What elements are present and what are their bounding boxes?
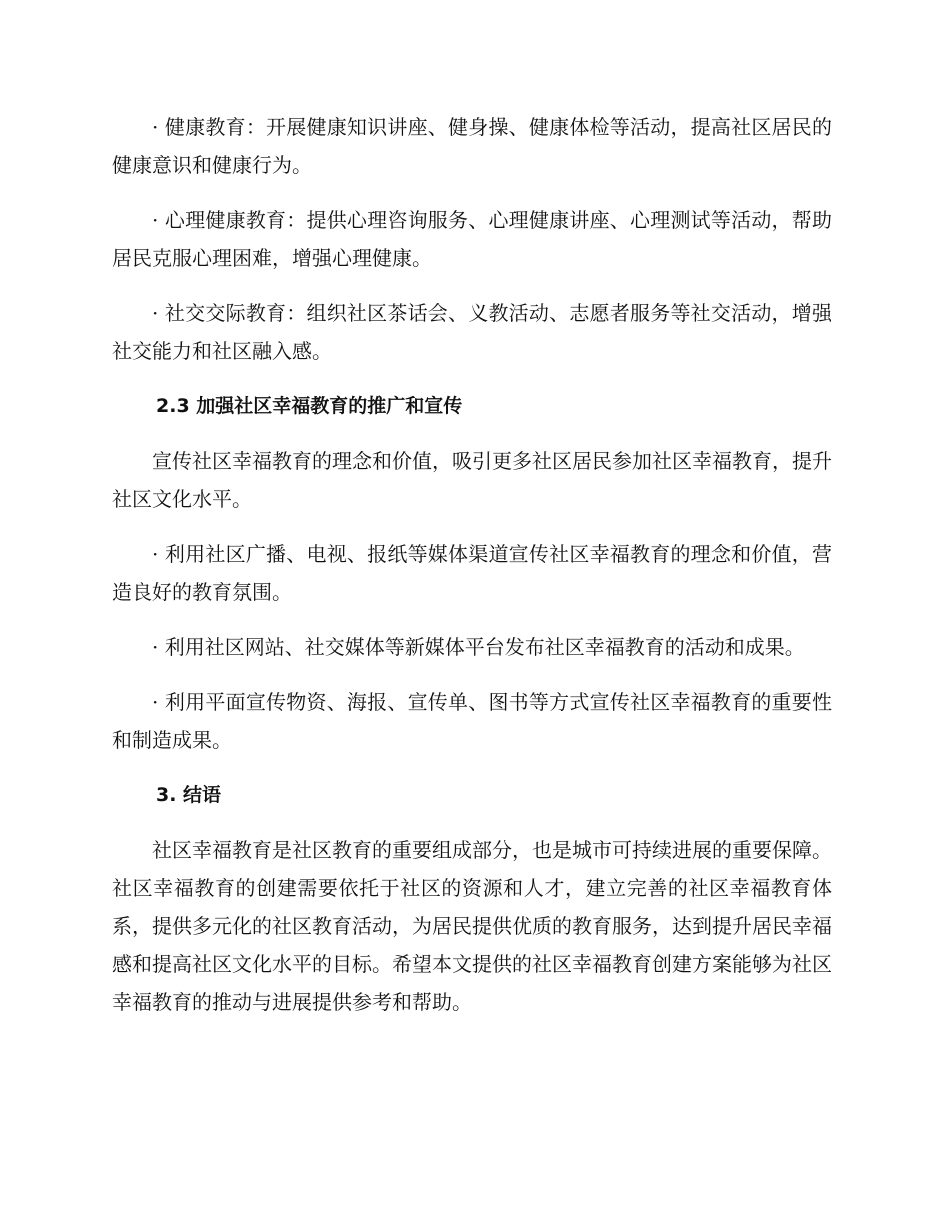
section-heading-conclusion: 3. 结语: [156, 784, 222, 806]
bullet-media-channels: · 利用社区广播、电视、报纸等媒体渠道宣传社区幸福教育的理念和价值，营造良好的教育氛围。: [112, 542, 832, 604]
bullet-mental-health-education: · 心理健康教育：提供心理咨询服务、心理健康讲座、心理测试等活动，帮助居民克服心理困难，增强心理健康。: [112, 208, 832, 270]
bullet-health-education: · 健康教育：开展健康知识讲座、健身操、健康体检等活动，提高社区居民的健康意识和健康行为。: [112, 115, 832, 177]
document-page: [112, 108, 832, 1021]
bullet-social-education: · 社交交际教育：组织社区茶话会、义教活动、志愿者服务等社交活动，增强社交能力和社区融入感。: [112, 301, 832, 363]
bullet-print-materials: · 利用平面宣传物资、海报、宣传单、图书等方式宣传社区幸福教育的重要性和制造成果。: [112, 690, 832, 752]
section-heading-2-3: 2.3 加强社区幸福教育的推广和宣传: [156, 395, 463, 417]
bullet-new-media: · 利用社区网站、社交媒体等新媒体平台发布社区幸福教育的活动和成果。: [152, 635, 805, 659]
conclusion-paragraph: 社区幸福教育是社区教育的重要组成部分，也是城市可持续进展的重要保障。社区幸福教育的创建需要依托于社区的资源和人才，建立完善的社区幸福教育体系，提供多元化的社区教育活动，为居民提供优质的教育服务，达到提升居民幸福感和提高社区文化水平的目标。希望本文提供的社区幸福教育创建方案能够为社区幸福教育的推动与进展提供参考和帮助。: [112, 838, 832, 1014]
promotion-intro-paragraph: 宣传社区幸福教育的理念和价值，吸引更多社区居民参加社区幸福教育，提升社区文化水平。: [112, 449, 832, 511]
